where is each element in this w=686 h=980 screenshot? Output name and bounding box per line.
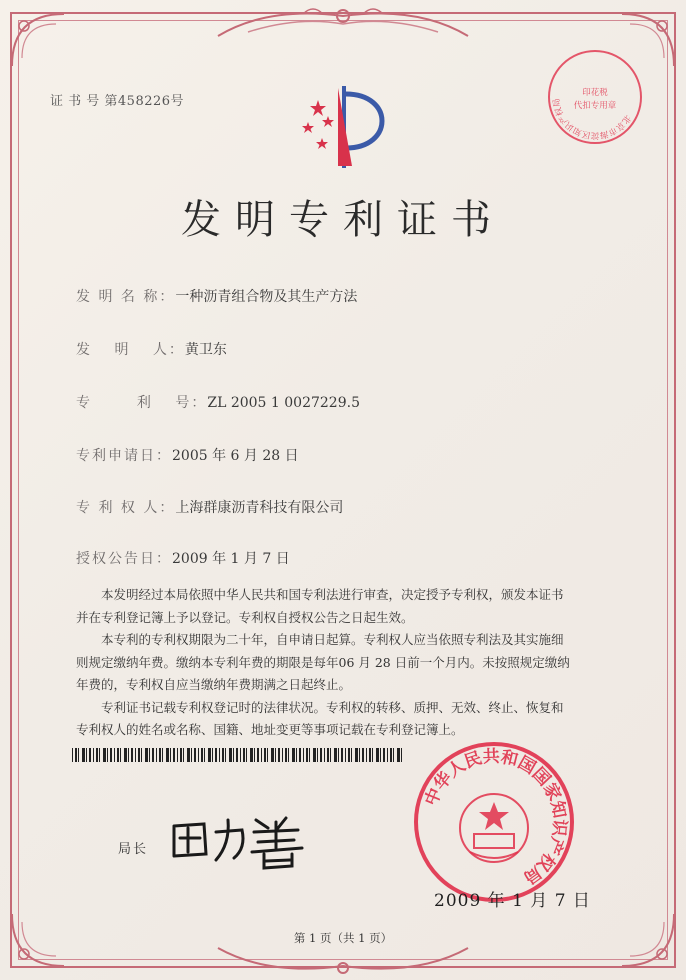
field-value: 2009 年 1 月 7 日 (172, 551, 290, 567)
barcode (72, 748, 402, 762)
certificate-title: 发明专利证书 (181, 197, 505, 243)
barcode-bar (141, 748, 142, 762)
barcode-bar (296, 748, 297, 762)
barcode-bar (330, 748, 331, 762)
barcode-bar (324, 748, 325, 762)
barcode-bar (341, 748, 343, 762)
barcode-bar (366, 748, 367, 762)
field-inventor (76, 339, 227, 359)
barcode-bar (390, 748, 392, 762)
barcode-bar (152, 748, 154, 762)
barcode-bar (299, 748, 301, 762)
barcode-bar (282, 748, 283, 762)
barcode-bar (124, 748, 127, 762)
certificate-number: 证 书 号 第458226号 (50, 94, 185, 109)
field-value: 黄卫东 (184, 342, 227, 358)
barcode-bar (99, 748, 100, 762)
field-value: 2005 年 6 月 28 日 (172, 448, 299, 464)
barcode-bar (208, 748, 211, 762)
barcode-bar (128, 748, 129, 762)
barcode-bar (159, 748, 161, 762)
barcode-bar (86, 748, 87, 762)
field-value: 一种沥青组合物及其生产方法 (175, 289, 358, 305)
paragraph-line: 专利权人的姓名或名称、国籍、地址变更等事项记载在专利登记簿上。 (76, 722, 464, 737)
barcode-bar (194, 748, 196, 762)
barcode-bar (303, 748, 304, 762)
barcode-bar (338, 748, 339, 762)
patent-office-logo-icon (286, 82, 396, 172)
paragraph-line: 本发明经过本局依照中华人民共和国专利法进行审查，决定授予专利权，颁发本证书 (101, 587, 564, 602)
barcode-bar (162, 748, 163, 762)
barcode-bar (376, 748, 379, 762)
paragraph-line: 年费的，专利权自应当缴纳年费期满之日起终止。 (76, 677, 352, 692)
barcode-bar (254, 748, 255, 762)
barcode-bar (359, 748, 360, 762)
barcode-bar (320, 748, 322, 762)
svg-text:代扣专用章: 代扣专用章 (573, 101, 617, 111)
barcode-bar (149, 748, 150, 762)
field-label: 专 利 号： (76, 395, 208, 411)
barcode-bar (82, 748, 85, 762)
barcode-bar (278, 748, 280, 762)
barcode-bar (183, 748, 184, 762)
barcode-bar (107, 748, 108, 762)
field-label: 专 利 权 人： (76, 500, 176, 516)
barcode-bar (383, 748, 385, 762)
barcode-bar (170, 748, 171, 762)
svg-text:中华人民共和国国家知识产权局: 中华人民共和国国家知识产权局 (421, 746, 570, 888)
barcode-bar (166, 748, 169, 762)
svg-text:北京市海淀区知识产权局: 北京市海淀区知识产权局 (551, 97, 633, 141)
barcode-bar (271, 748, 274, 762)
barcode-bar (96, 748, 98, 762)
top-ornament (208, 2, 478, 42)
barcode-bar (327, 748, 329, 762)
barcode-bar (401, 748, 402, 762)
page-footer: 第 1 页（共 1 页） (293, 931, 393, 945)
barcode-bar (138, 748, 140, 762)
barcode-bar (204, 748, 205, 762)
barcode-bar (306, 748, 308, 762)
barcode-bar (334, 748, 337, 762)
barcode-bar (177, 748, 178, 762)
barcode-bar (372, 748, 373, 762)
barcode-bar (93, 748, 94, 762)
barcode-bar (393, 748, 394, 762)
field-grant-date (76, 548, 290, 568)
barcode-bar (285, 748, 287, 762)
barcode-bar (264, 748, 266, 762)
field-invention-name (76, 286, 357, 306)
barcode-bar (351, 748, 352, 762)
field-label: 授权公告日： (76, 551, 172, 567)
barcode-bar (114, 748, 115, 762)
barcode-bar (72, 748, 73, 762)
barcode-bar (348, 748, 350, 762)
official-seal-icon (412, 740, 576, 904)
barcode-bar (78, 748, 79, 762)
stamp-duty-seal-icon (546, 48, 644, 146)
field-value: 上海群康沥青科技有限公司 (175, 500, 344, 516)
barcode-bar (219, 748, 220, 762)
barcode-bar (240, 748, 241, 762)
barcode-bar (309, 748, 310, 762)
barcode-bar (180, 748, 182, 762)
barcode-bar (225, 748, 226, 762)
barcode-bar (75, 748, 77, 762)
paragraph-line: 本专利的专利权期限为二十年，自申请日起算。专利权人应当依照专利法及其实施细 (101, 632, 564, 647)
barcode-bar (212, 748, 213, 762)
barcode-bar (267, 748, 268, 762)
field-value: ZL 2005 1 0027229.5 (207, 395, 360, 411)
barcode-bar (187, 748, 190, 762)
barcode-bar (369, 748, 371, 762)
paragraph-line: 并在专利登记簿上予以登记。专利权自授权公告之日起生效。 (76, 609, 414, 625)
barcode-bar (173, 748, 175, 762)
barcode-bar (397, 748, 400, 762)
paragraph-line: 则规定缴纳年费。缴纳本专利年费的期限是每年06 月 28 日前一个月内。未按照规定缴纳 (76, 654, 570, 670)
barcode-bar (292, 748, 295, 762)
barcode-bar (156, 748, 157, 762)
barcode-bar (145, 748, 148, 762)
barcode-bar (243, 748, 245, 762)
barcode-bar (355, 748, 358, 762)
bottom-ornament (208, 944, 478, 980)
field-patent-number (76, 392, 360, 412)
barcode-bar (275, 748, 276, 762)
field-label: 发 明 人： (76, 342, 185, 358)
barcode-bar (222, 748, 224, 762)
barcode-bar (288, 748, 289, 762)
director-label: 局长 (118, 842, 149, 857)
barcode-bar (198, 748, 199, 762)
corner-ornament-top-left (8, 10, 68, 70)
barcode-bar (387, 748, 388, 762)
barcode-bar (236, 748, 238, 762)
barcode-bar (246, 748, 247, 762)
barcode-bar (110, 748, 112, 762)
issue-date: 2009 年 1 月 7 日 (434, 891, 591, 911)
field-label: 发 明 名 称： (76, 289, 176, 305)
barcode-bar (380, 748, 381, 762)
barcode-bar (313, 748, 316, 762)
paragraph-line: 专利证书记载专利权登记时的法律状况。专利权的转移、质押、无效、终止、恢复和 (101, 699, 564, 715)
barcode-bar (201, 748, 203, 762)
barcode-bar (233, 748, 234, 762)
barcode-bar (117, 748, 119, 762)
barcode-bar (261, 748, 262, 762)
field-patentee (76, 497, 343, 517)
barcode-bar (103, 748, 106, 762)
barcode-bar (135, 748, 136, 762)
director-signature (168, 808, 308, 870)
field-label: 专利申请日： (76, 448, 172, 464)
legal-text (76, 584, 636, 742)
barcode-bar (250, 748, 253, 762)
field-application-date (76, 445, 299, 465)
barcode-bar (215, 748, 217, 762)
barcode-bar (191, 748, 192, 762)
barcode-bar (362, 748, 364, 762)
barcode-bar (120, 748, 121, 762)
svg-text:印花税: 印花税 (582, 88, 608, 98)
barcode-bar (257, 748, 259, 762)
barcode-bar (317, 748, 318, 762)
barcode-bar (229, 748, 232, 762)
barcode-bar (131, 748, 133, 762)
barcode-bar (345, 748, 346, 762)
barcode-bar (89, 748, 91, 762)
